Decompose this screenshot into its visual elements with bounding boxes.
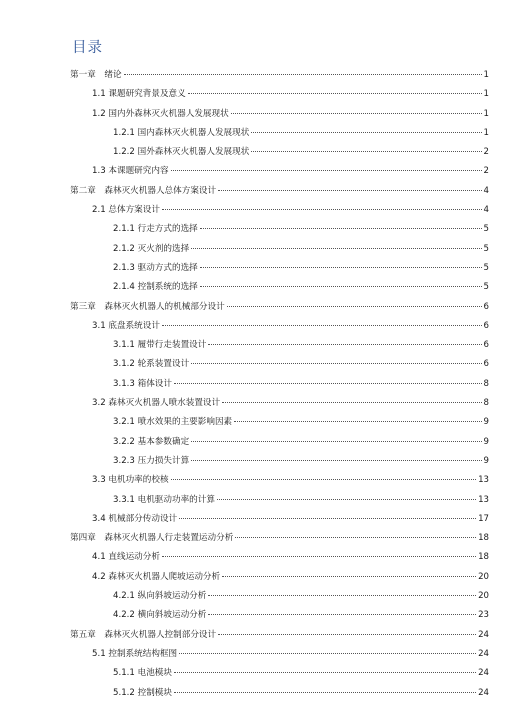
toc-entry[interactable] [0, 587, 520, 606]
toc-dot-leader [208, 595, 476, 596]
toc-entry-line [70, 626, 489, 645]
toc-page-number: 9 [483, 436, 489, 447]
toc-entry-line [70, 66, 489, 85]
toc-entry-line [70, 298, 489, 317]
toc-entry-line [92, 548, 489, 567]
toc-entry[interactable] [0, 317, 520, 336]
toc-dot-leader [162, 556, 476, 557]
toc-page-number: 2 [483, 147, 489, 158]
toc-page-number: 24 [478, 648, 489, 659]
toc-entry-line [92, 317, 489, 336]
toc-entry-label: 2.1 总体方案设计 [92, 205, 160, 216]
toc-entry-line [113, 124, 489, 143]
toc-entry-label: 4.2 森林灭火机器人爬坡运动分析 [92, 571, 221, 582]
toc-dot-leader [235, 537, 476, 538]
toc-dot-leader [227, 306, 482, 307]
toc-dot-leader [191, 363, 481, 364]
toc-page-number: 4 [483, 205, 489, 216]
toc-page-number: 6 [483, 340, 489, 351]
toc-entry-label: 2.1.1 行走方式的选择 [113, 224, 198, 235]
toc-entry-label: 第三章 森林灭火机器人的机械部分设计 [70, 301, 225, 312]
toc-dot-leader [200, 286, 482, 287]
toc-dot-leader [222, 576, 476, 577]
toc-dot-leader [171, 170, 482, 171]
toc-entry[interactable] [0, 645, 520, 664]
toc-entry[interactable] [0, 568, 520, 587]
toc-entry-line [113, 375, 489, 394]
toc-page-number: 5 [483, 282, 489, 293]
toc-entry[interactable] [0, 162, 520, 181]
toc-entry-label: 3.1 底盘系统设计 [92, 320, 160, 331]
toc-entry[interactable] [0, 375, 520, 394]
toc-dot-leader [208, 344, 481, 345]
toc-page-number: 1 [483, 89, 489, 100]
toc-page-number: 13 [478, 494, 489, 505]
toc-entry-label: 3.2.2 基本参数确定 [113, 436, 190, 447]
toc-entry-line [113, 684, 489, 703]
toc-page-number: 4 [483, 185, 489, 196]
toc-entry-line [92, 645, 489, 664]
toc-dot-leader [231, 113, 482, 114]
toc-entry-line [92, 394, 489, 413]
toc-entry[interactable] [0, 471, 520, 490]
toc-page-number: 24 [478, 668, 489, 679]
toc-entry-label: 3.2.1 喷水效果的主要影响因素 [113, 417, 233, 428]
toc-entry-line [92, 568, 489, 587]
toc-entry[interactable] [0, 201, 520, 220]
toc-page-number: 2 [483, 166, 489, 177]
toc-page-number: 5 [483, 224, 489, 235]
toc-entry[interactable] [0, 433, 520, 452]
toc-entry-line [113, 606, 489, 625]
toc-entry-line [113, 355, 489, 374]
toc-entry[interactable] [0, 143, 520, 162]
toc-entry[interactable] [0, 278, 520, 297]
toc-entry-label: 3.3 电机功率的校核 [92, 475, 169, 486]
toc-dot-leader [191, 248, 481, 249]
toc-dot-leader [222, 402, 481, 403]
toc-entry-label: 4.2.2 横向斜坡运动分析 [113, 610, 207, 621]
toc-entry-line [92, 471, 489, 490]
toc-entry[interactable] [0, 510, 520, 529]
toc-entry[interactable] [0, 394, 520, 413]
toc-entry-line [92, 105, 489, 124]
toc-entry-line [113, 587, 489, 606]
toc-page-number: 13 [478, 475, 489, 486]
toc-entry[interactable] [0, 355, 520, 374]
toc-entry-label: 4.2.1 纵向斜坡运动分析 [113, 591, 207, 602]
toc-page-number: 6 [483, 301, 489, 312]
toc-entry-line [70, 182, 489, 201]
toc-entry-line [113, 143, 489, 162]
toc-entry-label: 3.1.2 轮系装置设计 [113, 359, 190, 370]
toc-entry[interactable] [0, 606, 520, 625]
toc-entry-line [70, 529, 489, 548]
toc-dot-leader [174, 672, 476, 673]
toc-entry-line [92, 85, 489, 104]
toc-entry-line [113, 336, 489, 355]
toc-page-number: 8 [483, 378, 489, 389]
toc-dot-leader [124, 74, 482, 75]
toc-entry-label: 第五章 森林灭火机器人控制部分设计 [70, 629, 217, 640]
toc-dot-leader [251, 132, 481, 133]
toc-entry[interactable] [0, 336, 520, 355]
toc-entry-label: 5.1.1 电池模块 [113, 668, 172, 679]
toc-entry[interactable] [0, 66, 520, 85]
toc-page-number: 6 [483, 320, 489, 331]
toc-entry-label: 1.3 本课题研究内容 [92, 166, 169, 177]
toc-page-number: 20 [478, 591, 489, 602]
toc-entry[interactable] [0, 491, 520, 510]
toc-dot-leader [171, 479, 477, 480]
toc-entry-line [92, 162, 489, 181]
toc-dot-leader [162, 209, 482, 210]
toc-entry-label: 5.1 控制系统结构框图 [92, 648, 178, 659]
toc-dot-leader [174, 692, 476, 693]
toc-entry-label: 2.1.4 控制系统的选择 [113, 282, 198, 293]
toc-page-number: 24 [478, 629, 489, 640]
toc-entry-label: 第四章 森林灭火机器人行走装置运动分析 [70, 533, 234, 544]
toc-entry[interactable] [0, 182, 520, 201]
toc-dot-leader [217, 499, 476, 500]
toc-entry-line [113, 413, 489, 432]
toc-page-number: 8 [483, 398, 489, 409]
toc-entry[interactable] [0, 529, 520, 548]
toc-entry[interactable] [0, 298, 520, 317]
toc-entry-label: 第一章 绪论 [70, 70, 122, 80]
toc-dot-leader [191, 460, 481, 461]
toc-entry[interactable] [0, 105, 520, 124]
toc-title: 目录 [72, 40, 103, 56]
toc-page-number: 9 [483, 417, 489, 428]
toc-entry-label: 3.4 机械部分传动设计 [92, 513, 178, 524]
toc-entry-line [113, 491, 489, 510]
toc-entry-line [113, 433, 489, 452]
toc-entry-label: 2.1.3 驱动方式的选择 [113, 262, 198, 273]
toc-entry[interactable] [0, 452, 520, 471]
toc-page-number: 23 [478, 610, 489, 621]
toc-entry-label: 5.1.2 控制模块 [113, 687, 172, 698]
toc-dot-leader [179, 518, 476, 519]
toc-entry-label: 1.1 课题研究背景及意义 [92, 89, 186, 100]
toc-dot-leader [200, 228, 482, 229]
toc-page-number: 17 [478, 513, 489, 524]
toc-entry-line [113, 259, 489, 278]
toc-entry-label: 3.2 森林灭火机器人喷水装置设计 [92, 398, 221, 409]
toc-entry-label: 4.1 直线运动分析 [92, 552, 160, 563]
toc-entry-line [92, 510, 489, 529]
toc-page-number: 5 [483, 243, 489, 254]
toc-dot-leader [234, 421, 481, 422]
toc-list [0, 66, 520, 703]
toc-dot-leader [179, 653, 476, 654]
toc-entry[interactable] [0, 240, 520, 259]
toc-dot-leader [174, 383, 482, 384]
toc-dot-leader [218, 190, 481, 191]
toc-entry-label: 2.1.2 灭火剂的选择 [113, 243, 190, 254]
toc-entry-label: 3.3.1 电机驱动功率的计算 [113, 494, 215, 505]
toc-page-number: 6 [483, 359, 489, 370]
toc-dot-leader [188, 93, 482, 94]
toc-entry[interactable] [0, 220, 520, 239]
toc-entry-line [113, 220, 489, 239]
toc-page-number: 1 [483, 70, 489, 80]
toc-entry-line [113, 664, 489, 683]
toc-entry-label: 1.2.1 国内森林灭火机器人发展现状 [113, 127, 250, 138]
toc-entry-line [113, 452, 489, 471]
toc-entry-label: 1.2 国内外森林灭火机器人发展现状 [92, 108, 229, 119]
toc-entry[interactable] [0, 259, 520, 278]
toc-entry[interactable] [0, 664, 520, 683]
toc-entry[interactable] [0, 413, 520, 432]
toc-entry-label: 3.1.3 箱体设计 [113, 378, 172, 389]
toc-page-number: 1 [483, 108, 489, 119]
toc-entry[interactable] [0, 684, 520, 703]
toc-dot-leader [208, 614, 476, 615]
toc-entry-label: 3.1.1 履带行走装置设计 [113, 340, 207, 351]
toc-page-number: 24 [478, 687, 489, 698]
toc-dot-leader [200, 267, 482, 268]
toc-entry-label: 1.2.2 国外森林灭火机器人发展现状 [113, 147, 250, 158]
toc-dot-leader [191, 441, 481, 442]
toc-page-number: 9 [483, 455, 489, 466]
toc-entry-line [113, 278, 489, 297]
toc-entry[interactable] [0, 124, 520, 143]
toc-entry-label: 第二章 森林灭火机器人总体方案设计 [70, 185, 217, 196]
toc-page-number: 18 [478, 552, 489, 563]
toc-page-number: 18 [478, 533, 489, 544]
toc-entry[interactable] [0, 626, 520, 645]
toc-entry[interactable] [0, 548, 520, 567]
toc-dot-leader [218, 634, 476, 635]
toc-dot-leader [162, 325, 482, 326]
toc-page-number: 20 [478, 571, 489, 582]
toc-page-number: 5 [483, 262, 489, 273]
toc-page-number: 1 [483, 127, 489, 138]
toc-entry[interactable] [0, 85, 520, 104]
toc-entry-line [113, 240, 489, 259]
toc-dot-leader [251, 151, 481, 152]
toc-entry-label: 3.2.3 压力损失计算 [113, 455, 190, 466]
toc-entry-line [92, 201, 489, 220]
